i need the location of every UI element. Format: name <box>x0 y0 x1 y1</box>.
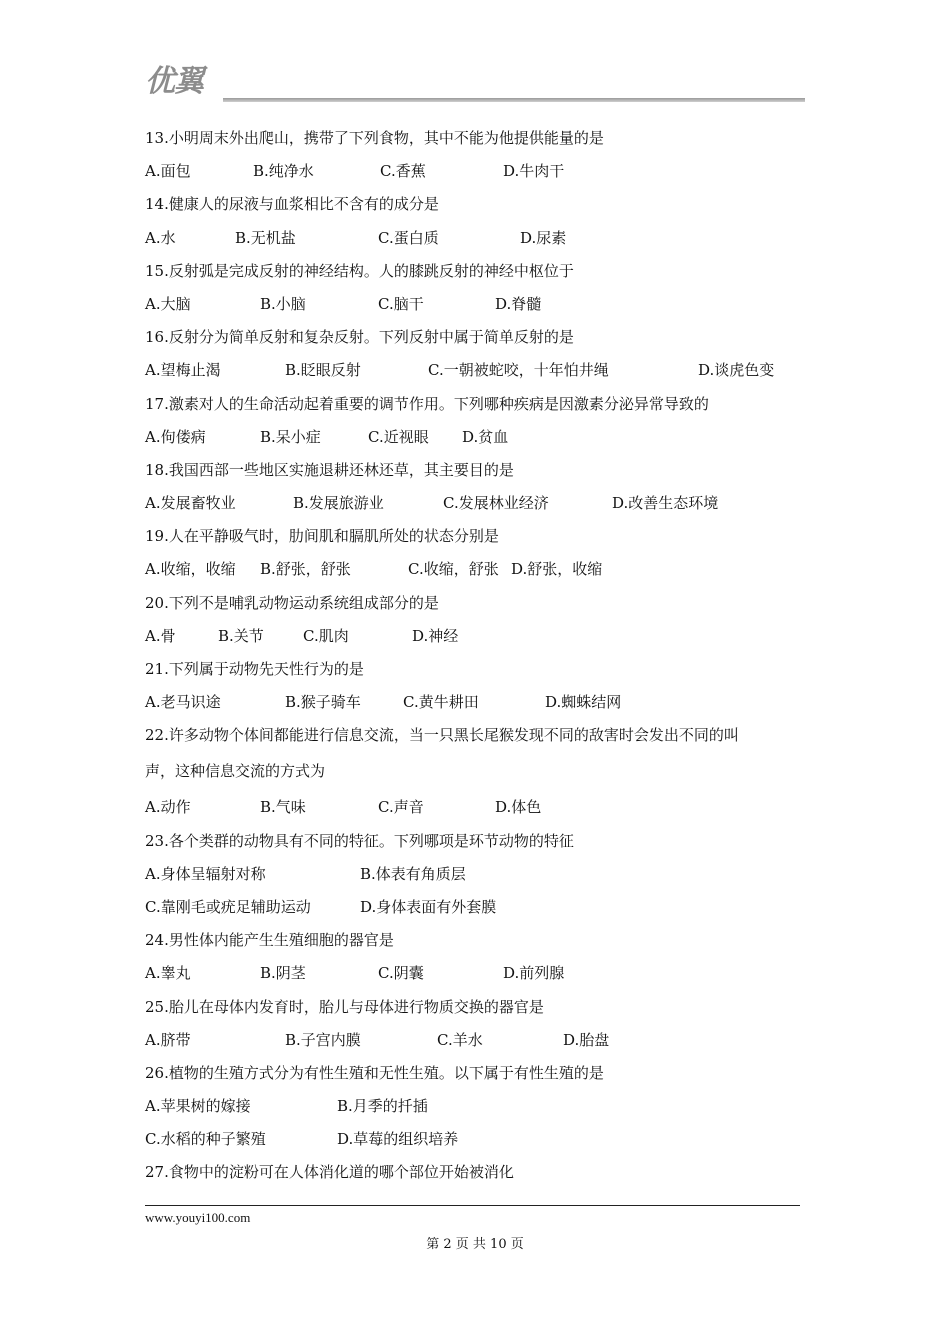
youyi-logo: 优翼 <box>145 64 203 99</box>
answer-option: B.发展旅游业 <box>293 494 384 513</box>
answer-option: D.草莓的组织培养 <box>337 1130 459 1149</box>
option-row <box>145 155 810 188</box>
answer-option: D.神经 <box>412 626 459 645</box>
option-row <box>145 1123 810 1156</box>
option-row <box>145 858 810 891</box>
answer-option: A.望梅止渴 <box>145 361 221 380</box>
answer-option: D.尿素 <box>520 228 567 247</box>
option-row <box>145 686 810 719</box>
answer-option: C.脑干 <box>378 294 424 313</box>
answer-option: B.眨眼反射 <box>285 361 361 380</box>
answer-option: A.睾丸 <box>145 964 191 983</box>
question-stem: 18.我国西部一些地区实施退耕还林还草，其主要目的是 <box>145 460 514 479</box>
answer-option: B.无机盐 <box>235 228 296 247</box>
option-row <box>145 620 810 653</box>
question-stem: 26.植物的生殖方式分为有性生殖和无性生殖。以下属于有性生殖的是 <box>145 1063 604 1082</box>
answer-option: A.收缩，收缩 <box>145 560 236 579</box>
answer-option: C.肌肉 <box>303 626 349 645</box>
question-stem: 16.反射分为简单反射和复杂反射。下列反射中属于简单反射的是 <box>145 328 574 347</box>
answer-option: C.靠刚毛或疣足辅助运动 <box>145 897 311 916</box>
answer-option: C.水稻的种子繁殖 <box>145 1130 266 1149</box>
footer-website: www.youyi100.com <box>145 1210 251 1225</box>
answer-option: A.身体呈辐射对称 <box>145 864 266 883</box>
answer-option: B.月季的扦插 <box>337 1097 428 1116</box>
header-rule <box>223 98 805 102</box>
option-row <box>145 1090 810 1123</box>
option-row <box>145 957 810 990</box>
option-row <box>145 222 810 255</box>
answer-option: A.面包 <box>145 162 191 181</box>
answer-option: B.舒张，舒张 <box>260 560 351 579</box>
answer-option: A.水 <box>145 228 176 247</box>
answer-option: D.牛肉干 <box>503 162 565 181</box>
answer-option: D.体色 <box>495 798 542 817</box>
answer-option: A.动作 <box>145 798 191 817</box>
question-stem: 22.许多动物个体间都能进行信息交流，当一只黑长尾猴发现不同的敌害时会发出不同的叫 <box>145 726 739 745</box>
answer-option: B.阴茎 <box>260 964 306 983</box>
option-row <box>145 791 810 824</box>
answer-option: A.骨 <box>145 626 176 645</box>
question-stem: 24.男性体内能产生生殖细胞的器官是 <box>145 931 394 950</box>
answer-option: A.苹果树的嫁接 <box>145 1097 251 1116</box>
question-stem: 17.激素对人的生命活动起着重要的调节作用。下列哪种疾病是因激素分泌异常导致的 <box>145 394 709 413</box>
answer-option: C.发展林业经济 <box>443 494 549 513</box>
answer-option: C.羊水 <box>437 1030 483 1049</box>
answer-option: A.发展畜牧业 <box>145 494 236 513</box>
question-stem: 23.各个类群的动物具有不同的特征。下列哪项是环节动物的特征 <box>145 831 574 850</box>
answer-option: D.谈虎色变 <box>698 361 775 380</box>
question-stem: 27.食物中的淀粉可在人体消化道的哪个部位开始被消化 <box>145 1163 514 1182</box>
option-row <box>145 487 810 520</box>
question-stem: 15.反射弧是完成反射的神经结构。人的膝跳反射的神经中枢位于 <box>145 261 574 280</box>
answer-option: D.身体表面有外套膜 <box>360 897 497 916</box>
answer-option: D.脊髓 <box>495 294 542 313</box>
answer-option: A.大脑 <box>145 294 191 313</box>
answer-option: D.舒张，收缩 <box>511 560 603 579</box>
answer-option: B.猴子骑车 <box>285 693 361 712</box>
option-row <box>145 1024 810 1057</box>
answer-option: B.体表有角质层 <box>360 864 466 883</box>
answer-option: C.阴囊 <box>378 964 424 983</box>
answer-option: B.呆小症 <box>260 427 321 446</box>
answer-option: C.一朝被蛇咬，十年怕井绳 <box>428 361 609 380</box>
answer-option: C.近视眼 <box>368 427 429 446</box>
question-stem: 25.胎儿在母体内发育时，胎儿与母体进行物质交换的器官是 <box>145 997 544 1016</box>
answer-option: C.香蕉 <box>380 162 426 181</box>
answer-option: B.纯净水 <box>253 162 314 181</box>
answer-option: B.子宫内膜 <box>285 1030 361 1049</box>
answer-option: D.前列腺 <box>503 964 565 983</box>
answer-option: C.蛋白质 <box>378 228 439 247</box>
question-stem-continued: 声，这种信息交流的方式为 <box>145 762 326 781</box>
answer-option: C.声音 <box>378 798 424 817</box>
answer-option: B.关节 <box>218 626 264 645</box>
option-row <box>145 553 810 586</box>
answer-option: C.收缩，舒张 <box>408 560 499 579</box>
question-list <box>145 122 810 1190</box>
answer-option: D.蜘蛛结网 <box>545 693 622 712</box>
page-number: 第 2 页 共 10 页 <box>426 1237 524 1252</box>
question-stem: 20.下列不是哺乳动物运动系统组成部分的是 <box>145 593 439 612</box>
question-stem: 13.小明周末外出爬山，携带了下列食物，其中不能为他提供能量的是 <box>145 129 604 147</box>
answer-option: D.贫血 <box>462 427 509 446</box>
footer-rule <box>145 1205 800 1206</box>
answer-option: D.胎盘 <box>563 1030 610 1049</box>
answer-option: A.老马识途 <box>145 693 221 712</box>
question-stem: 19.人在平静吸气时，肋间肌和膈肌所处的状态分别是 <box>145 527 499 546</box>
option-row <box>145 354 810 387</box>
answer-option: A.佝偻病 <box>145 427 206 446</box>
answer-option: D.改善生态环境 <box>612 494 719 513</box>
answer-option: B.小脑 <box>260 294 306 313</box>
option-row <box>145 421 810 454</box>
question-stem: 14.健康人的尿液与血浆相比不含有的成分是 <box>145 195 439 214</box>
answer-option: A.脐带 <box>145 1030 191 1049</box>
answer-option: C.黄牛耕田 <box>403 693 479 712</box>
answer-option: B.气味 <box>260 798 306 817</box>
option-row <box>145 288 810 321</box>
page-header <box>145 62 805 104</box>
option-row <box>145 891 810 924</box>
question-stem: 21.下列属于动物先天性行为的是 <box>145 660 364 678</box>
